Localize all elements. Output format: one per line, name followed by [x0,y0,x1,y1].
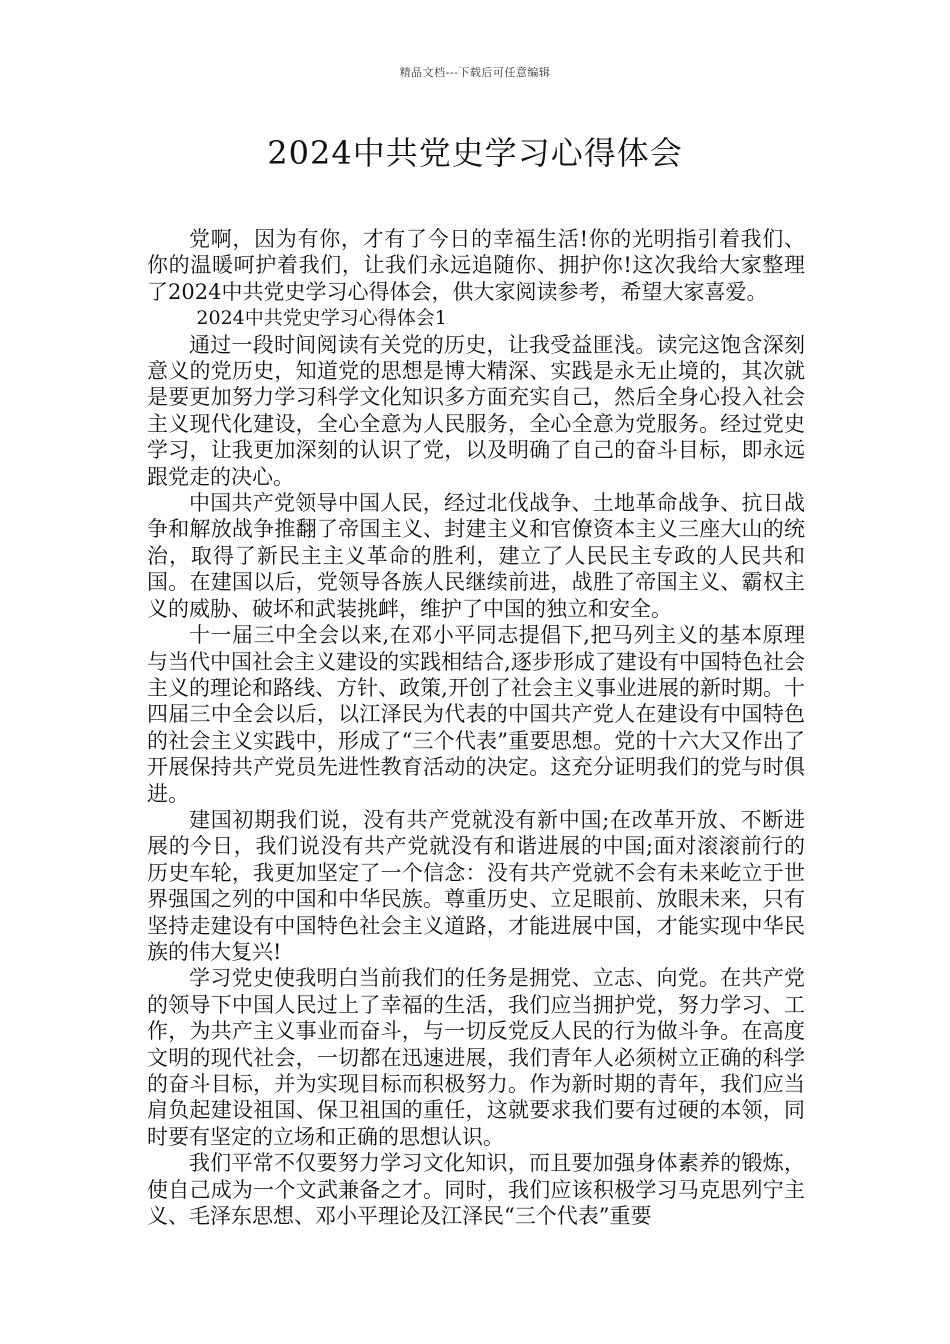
body-paragraph: 通过一段时间阅读有关党的历史，让我受益匪浅。读完这饱含深刻意义的党历史，知道党的思想是博大精深、实践是永无止境的，其次就是要更加努力学习科学文化知识多方面充实自己，然后全身心投入社会主义现代化建设，全心全意为人民服务，全心全意为党服务。经过党史学习，让我更加深刻的认识了党，以及明确了自己的奋斗目标，即永远跟党走的决心。 [147,332,805,489]
document-body [147,226,805,1229]
section-heading: 2024中共党史学习心得体会1 [196,307,447,330]
document-title: 2024中共党史学习心得体会 [267,134,683,172]
body-paragraph: 十一届三中全会以来,在邓小平同志提倡下,把马列主义的基本原理与当代中国社会主义建设的实践相结合,逐步形成了建设有中国特色社会主义的理论和路线、方针、政策,开创了社会主义事业进展的新时期。十四届三中全会以后，以江泽民为代表的中国共产党人在建设有中国特色的社会主义实践中，形成了“三个代表”重要思想。党的十六大又作出了开展保持共产党员先进性教育活动的决定。这充分证明我们的党与时俱进。 [147,623,805,806]
intro-paragraph: 党啊，因为有你，才有了今日的幸福生活!你的光明指引着我们、你的温暖呵护着我们，让我们永远追随你、拥护你!这次我给大家整理了2024中共党史学习心得体会，供大家阅读参考，希望大家喜爱。 [147,227,805,304]
body-paragraph: 中国共产党领导中国人民，经过北伐战争、土地革命战争、抗日战争和解放战争推翻了帝国主义、封建主义和官僚资本主义三座大山的统治，取得了新民主主义革命的胜利，建立了人民民主专政的人民共和国。在建国以后，党领导各族人民继续前进，战胜了帝国主义、霸权主义的威胁、破坏和武装挑衅，维护了中国的独立和安全。 [147,491,805,621]
body-paragraph: 我们平常不仅要努力学习文化知识，而且要加强身体素养的锻炼，使自己成为一个文武兼备之才。同时，我们应该积极学习马克思列宁主义、毛泽东思想、邓小平理论及江泽民“三个代表”重要 [147,1151,805,1229]
body-paragraph: 建国初期我们说，没有共产党就没有新中国;在改革开放、不断进展的今日，我们说没有共产党就没有和谐进展的中国;面对滚滚前行的历史车轮，我更加坚定了一个信念：没有共产党就不会有未来屹立于世界强国之列的中国和中华民族。尊重历史、立足眼前、放眼未来，只有坚持走建设有中国特色社会主义道路，才能进展中国，才能实现中华民族的伟大复兴! [147,807,805,964]
body-paragraph: 学习党史使我明白当前我们的任务是拥党、立志、向党。在共产党的领导下中国人民过上了幸福的生活，我们应当拥护党，努力学习、工作，为共产主义事业而奋斗，与一切反党反人民的行为做斗争。在高度文明的现代社会，一切都在迅速进展，我们青年人必须树立正确的科学的奋斗目标，并为实现目标而积极努力。作为新时期的青年，我们应当肩负起建设祖国、保卫祖国的重任，这就要求我们要有过硬的本领，同时要有坚定的立场和正确的思想认识。 [147,966,805,1149]
page-header-note: 精品文档---下载后可任意编辑 [399,66,551,79]
